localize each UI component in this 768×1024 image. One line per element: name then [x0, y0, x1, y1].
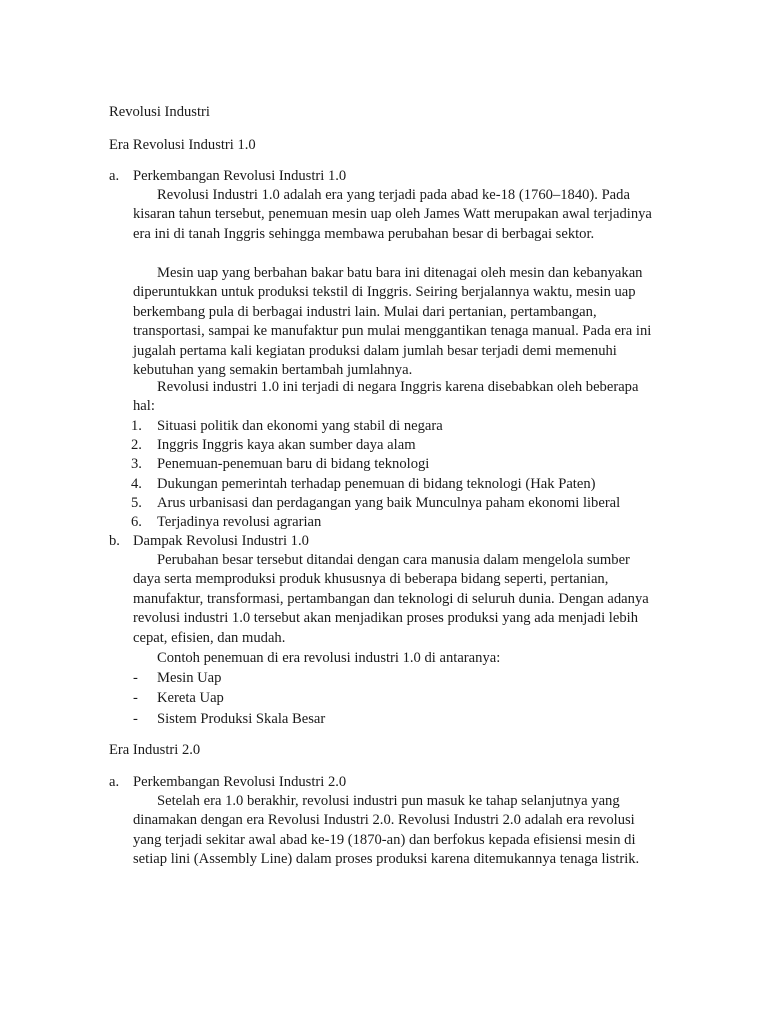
list-item: Inggris Inggris kaya akan sumber daya alam — [157, 437, 416, 453]
era2-a-title: Perkembangan Revolusi Industri 2.0 — [133, 774, 347, 790]
era1-a-title: Perkembangan Revolusi Industri 1.0 — [133, 168, 347, 184]
list-item: Situasi politik dan ekonomi yang stabil di negara — [157, 418, 443, 434]
era2-a-marker: a. — [109, 774, 120, 790]
list-item: Arus urbanisasi dan perdagangan yang baik Munculnya paham ekonomi liberal — [157, 495, 621, 511]
list-number: 5. — [131, 495, 142, 511]
era1-b-title: Dampak Revolusi Industri 1.0 — [133, 533, 309, 549]
list-item: Dukungan pemerintah terhadap penemuan di bidang teknologi (Hak Paten) — [157, 476, 596, 492]
era1-a-paragraph-1: Revolusi Industri 1.0 adalah era yang terjadi pada abad ke-18 (1760–1840). Pada kisaran tahun tersebut, penemuan mesin uap oleh James Watt merupakan awal terjadinya era ini di tanah Inggris sehingga membawa perubahan besar di berbagai sektor. — [133, 187, 652, 242]
bullet-dash: - — [133, 711, 138, 727]
bullet-dash: - — [133, 670, 138, 686]
list-number: 4. — [131, 476, 142, 492]
era1-b-paragraph-1: Perubahan besar tersebut ditandai dengan cara manusia dalam mengelola sumber daya serta memproduksi produk khususnya di beberapa bidang seperti, pertanian, manufaktur, transformasi, pertambangan dan teknologi di seluruh dunia. Dengan adanya revolusi industri 1.0 tersebut akan menjadikan proses produksi yang ada menjadi lebih cepat, efisien, dan mudah. — [133, 552, 649, 646]
list-number: 3. — [131, 456, 142, 472]
era2-a-paragraph-1: Setelah era 1.0 berakhir, revolusi industri pun masuk ke tahap selanjutnya yang dinamakan dengan era Revolusi Industri 2.0. Revolusi Industri 2.0 adalah era revolusi yang terjadi sekitar awal abad ke-19 (1870-an) dan berfokus kepada efisiensi mesin di setiap lini (Assembly Line) dalam proses produksi karena ditemukannya tenaga listrik. — [133, 793, 640, 868]
bullet-item: Kereta Uap — [157, 690, 224, 706]
era1-a-paragraph-3: Revolusi industri 1.0 ini terjadi di negara Inggris karena disebabkan oleh beberapa hal: — [133, 379, 639, 415]
era1-b-paragraph-2: Contoh penemuan di era revolusi industri 1.0 di antaranya: — [157, 650, 501, 666]
document-title: Revolusi Industri — [109, 104, 210, 120]
bullet-item: Mesin Uap — [157, 670, 222, 686]
list-number: 1. — [131, 418, 142, 434]
list-item: Terjadinya revolusi agrarian — [157, 514, 322, 530]
era1-a-marker: a. — [109, 168, 120, 184]
bullet-item: Sistem Produksi Skala Besar — [157, 711, 326, 727]
era1-a-paragraph-2: Mesin uap yang berbahan bakar batu bara ini ditenagai oleh mesin dan kebanyakan diperuntukkan untuk produksi tekstil di Inggris. Seiring berjalannya waktu, mesin uap berkembang pula di berbagai industri lain. Mulai dari pertanian, pertambangan, transportasi, sampai ke manufaktur pun mulai menggantikan tenaga manual. Pada era ini jugalah pertama kali kegiatan produksi dalam jumlah besar terjadi demi memenuhi kebutuhan yang semakin bertambah jumlahnya. — [133, 265, 652, 379]
era1-heading: Era Revolusi Industri 1.0 — [109, 137, 256, 153]
list-number: 6. — [131, 514, 142, 530]
era1-b-marker: b. — [109, 533, 120, 549]
list-number: 2. — [131, 437, 142, 453]
bullet-dash: - — [133, 690, 138, 706]
list-item: Penemuan-penemuan baru di bidang teknologi — [157, 456, 430, 472]
era2-heading: Era Industri 2.0 — [109, 742, 201, 758]
